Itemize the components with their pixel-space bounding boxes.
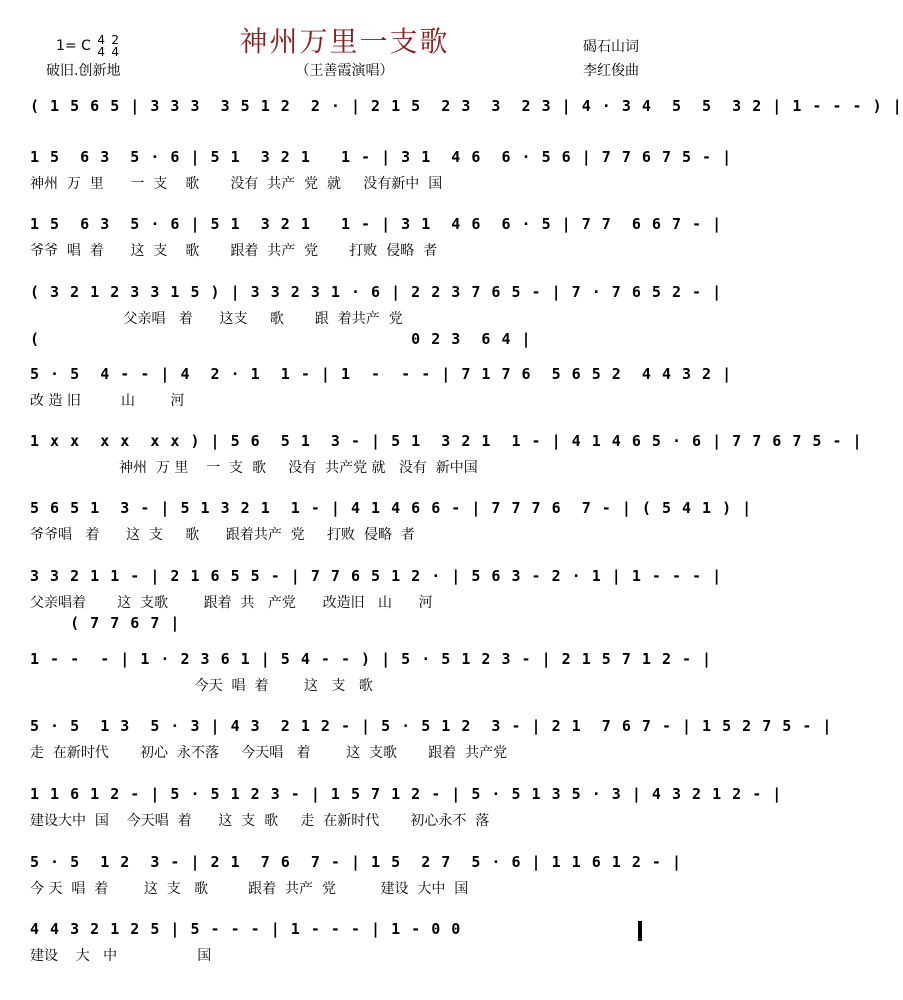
lyric-line-13: 建设 大 中 国 [30,948,212,964]
lyric-line-7: 爷爷唱 着 这 支 歌 跟着共产 党 打败 侵略 者 [30,527,415,543]
composer-credit: 李红俊曲 [583,63,639,79]
lyricist-credit: 碣石山词 [583,39,639,55]
lyric-line-10: 走 在新时代 初心 永不落 今天唱 着 这 支歌 跟着 共产党 [30,745,508,761]
score-line-5: 5 · 5 4 - - | 4 2 · 1 1 - | 1 - - - | 7 1 7 6 5 6 5 2 4 4 3 2 | [30,365,733,383]
lyric-line-4: 父亲唱 着 这支 歌 跟 着共产 党 [30,311,403,327]
lyric-line-8: 父亲唱着 这 支歌 跟着 共 产党 改造旧 山 河 [30,595,433,611]
score-line-8: 3 3 2 1 1 - | 2 1 6 5 5 - | 7 7 6 5 1 2 · | 5 6 3 - 2 · 1 | 1 - - - | [30,567,723,585]
score-line-8-alt: ( 7 7 6 7 | [30,614,181,632]
score-line-12: 5 · 5 1 2 3 - | 2 1 7 6 7 - | 1 5 2 7 5 · 6 | 1 1 6 1 2 - | [30,853,682,871]
song-title: 神州万里一支歌 [239,25,450,58]
score-line-7: 5 6 5 1 3 - | 5 1 3 2 1 1 - | 4 1 4 6 6 - | 7 7 7 6 7 - | ( 5 4 1 ) | [30,499,753,517]
time-signature-2: 2 4 [111,33,120,59]
key-and-time-signature [56,34,119,58]
key-signature: 1= C [56,38,91,54]
score-line-10: 5 · 5 1 3 5 · 3 | 4 3 2 1 2 - | 5 · 5 1 2 3 - | 2 1 7 6 7 - | 1 5 2 7 5 - | [30,717,833,735]
score-line-1: ( 1 5 6 5 | 3 3 3 3 5 1 2 2 · | 2 1 5 2 3 3 2 3 | 4 · 3 4 5 5 3 2 | 1 - - - ) | [30,97,903,115]
lyric-line-12: 今 天 唱 着 这 支 歌 跟着 共产 党 建设 大中 国 [30,881,469,897]
tempo-expression: 破旧.创新地 [46,63,121,79]
score-line-3: 1 5 6 3 5 · 6 | 5 1 3 2 1 1 - | 3 1 4 6 6 · 5 | 7 7 6 6 7 - | [30,215,723,233]
score-line-6: 1 x x x x x x ) | 5 6 5 1 3 - | 5 1 3 2 1 1 - | 4 1 4 6 5 · 6 | 7 7 6 7 5 - | [30,432,863,450]
score-line-13: 4 4 3 2 1 2 5 | 5 - - - | 1 - - - | 1 - 0 0 [30,920,462,938]
score-line-2: 1 5 6 3 5 · 6 | 5 1 3 2 1 1 - | 3 1 4 6 6 · 5 6 | 7 7 6 7 5 - | [30,148,733,166]
lyric-line-2: 神州 万 里 一 支 歌 没有 共产 党 就 没有新中 国 [30,176,443,192]
score-line-11: 1 1 6 1 2 - | 5 · 5 1 2 3 - | 1 5 7 1 2 - | 5 · 5 1 3 5 · 3 | 4 3 2 1 2 - | [30,785,783,803]
final-barline [638,921,642,941]
lyric-line-9: 今天 唱 着 这 支 歌 [30,678,373,694]
score-line-4-alt: ( 0 2 3 6 4 | [30,330,532,348]
performer-subtitle: （王善霞演唱） [295,63,394,79]
score-line-4: ( 3 2 1 2 3 3 1 5 ) | 3 3 2 3 1 · 6 | 2 2 3 7 6 5 - | 7 · 7 6 5 2 - | [30,283,723,301]
lyric-line-11: 建设大中 国 今天唱 着 这 支 歌 走 在新时代 初心永不 落 [30,813,490,829]
score-line-9: 1 - - - | 1 · 2 3 6 1 | 5 4 - - ) | 5 · 5 1 2 3 - | 2 1 5 7 1 2 - | [30,650,713,668]
time-signature-1: 4 4 [97,33,105,59]
lyric-line-3: 爷爷 唱 着 这 支 歌 跟着 共产 党 打败 侵略 者 [30,243,438,259]
lyric-line-5: 改 造 旧 山 河 [30,393,185,409]
lyric-line-6: 神州 万 里 一 支 歌 没有 共产党 就 没有 新中国 [30,460,478,476]
